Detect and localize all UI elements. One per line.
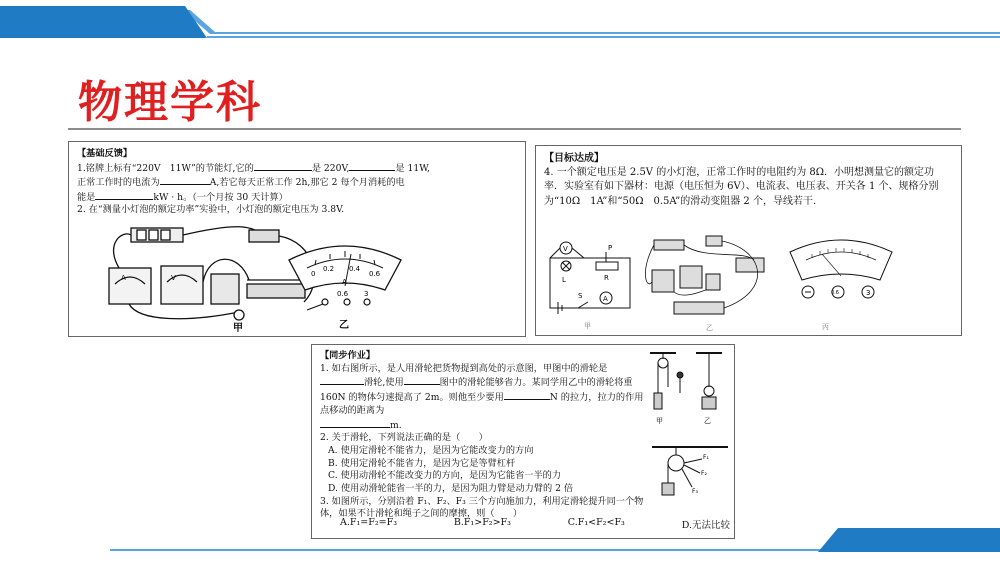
panel1-heading: 【基础反馈】 — [77, 148, 133, 159]
panel3-heading: 【同步作业】 — [320, 350, 376, 361]
answer-blank[interactable] — [504, 390, 550, 400]
page-title: 物理学科 — [78, 77, 262, 128]
svg-text:F₂: F₂ — [701, 470, 707, 477]
svg-text:P: P — [608, 244, 613, 252]
svg-text:甲: 甲 — [584, 322, 591, 330]
svg-text:3: 3 — [866, 289, 871, 297]
q3-option-c: C.F₁<F₂<F₃ — [567, 517, 625, 528]
svg-text:0.6: 0.6 — [337, 290, 349, 298]
answer-blank[interactable] — [95, 190, 153, 200]
panel-synchronized-homework — [311, 344, 735, 539]
panel3-q2-option-a: A. 使用定滑轮不能省力，是因为它能改变力的方向 — [328, 444, 534, 456]
panel3-q3-options — [340, 517, 730, 531]
svg-text:0: 0 — [311, 270, 316, 278]
svg-text:A: A — [121, 274, 126, 282]
panel3-question1: 1. 如右图所示，是人用滑轮把货物提到高处的示意图，甲图中的滑轮是滑轮,使用 图中的滑轮能够省力。某同学用乙中的滑轮将重 160N 的物体匀速提高了 2m。则他至少要用 N 的拉力，拉力的作用点移动的距离为 m. — [320, 362, 644, 431]
panel-basic-feedback — [68, 141, 526, 337]
pulley-figures — [646, 347, 732, 507]
svg-text:S: S — [578, 292, 583, 300]
answer-blank[interactable] — [254, 161, 312, 171]
svg-text:F₃: F₃ — [692, 488, 698, 495]
svg-text:甲: 甲 — [656, 417, 663, 425]
svg-text:0.6: 0.6 — [369, 270, 381, 278]
panel3-q2-option-b: B. 使用定滑轮不能省力，是因为它是等臂杠杆 — [328, 457, 516, 469]
svg-text:L: L — [562, 276, 566, 284]
title-divider — [68, 128, 961, 130]
answer-blank[interactable] — [160, 175, 210, 185]
svg-text:3: 3 — [364, 290, 369, 298]
panel3-q2-option-c: C. 使用动滑轮不能改变力的方向，是因为它能省一半的力 — [328, 470, 562, 482]
svg-text:乙: 乙 — [706, 324, 713, 332]
panel2-question4: 4. 一个额定电压是 2.5V 的小灯泡，正常工作时的电阻约为 8Ω．小明想测量它的额定功率．实验室有如下器材：电源（电压恒为 6V）、电流表、电压表、开关各 1 个、规格分别为“10Ω 1A”和“50Ω 0.5A”的滑动变阻器 2 个，导线若干． — [544, 167, 939, 207]
q3-option-b: B.F₁>F₂>F₃ — [453, 517, 511, 528]
svg-text:0.2: 0.2 — [323, 265, 335, 273]
panel3-question3: 3. 如图所示，分别沿着 F₁、F₂、F₃ 三个方向施加力，利用定滑轮提升同一个物体，如果不计滑轮和绳子之间的摩擦，则（ ） — [320, 495, 644, 520]
answer-blank[interactable] — [320, 418, 390, 428]
svg-text:A: A — [342, 278, 347, 286]
svg-text:R: R — [604, 274, 609, 282]
panel-target-achievement — [535, 145, 962, 336]
svg-text:V: V — [171, 274, 176, 282]
panel1-question1: 1.铭牌上标有“220V 11W”的节能灯,它的 是 220V, 是 11W, 正常工作时的电流为 A,若它每天正常工作 2h,那它 2 每个月消耗的电 能是 kW · h。（一个月按 30 天计算） — [77, 162, 430, 203]
svg-text:F₁: F₁ — [703, 454, 709, 461]
panel3-q2-option-d: D. 使用动滑轮能省一半的力，是因为阻力臂是动力臂的 2 倍 — [328, 483, 574, 495]
meter-figure-bing — [786, 236, 896, 333]
figure-label-yi: 乙 — [339, 320, 349, 331]
q3-option-d: D.无法比较 — [681, 520, 730, 531]
svg-text:乙: 乙 — [704, 417, 711, 425]
panel2-heading: 【目标达成】 — [544, 153, 604, 164]
answer-blank[interactable] — [349, 161, 395, 171]
svg-text:V: V — [563, 245, 568, 253]
q3-option-a: A.F₁=F₂=F₃ — [340, 517, 397, 528]
answer-blank[interactable] — [404, 375, 440, 385]
panel1-question2: 2. 在“测量小灯泡的额定功率”实验中，小灯泡的额定电压为 3.8V. — [77, 204, 345, 216]
circuit-diagram-jia — [544, 236, 639, 331]
top-decoration-bar — [0, 0, 1000, 42]
apparatus-photo-yi — [644, 230, 779, 334]
panel3-question2: 2. 关于滑轮，下列说法正确的是（ ） — [320, 432, 488, 444]
svg-text:A: A — [603, 295, 608, 303]
svg-text:0.6: 0.6 — [831, 290, 839, 296]
svg-text:0.4: 0.4 — [349, 265, 361, 273]
svg-text:丙: 丙 — [822, 323, 829, 331]
answer-blank[interactable] — [320, 375, 364, 385]
ammeter-figure-yi — [285, 238, 405, 334]
figure-label-jia: 甲 — [233, 323, 243, 334]
